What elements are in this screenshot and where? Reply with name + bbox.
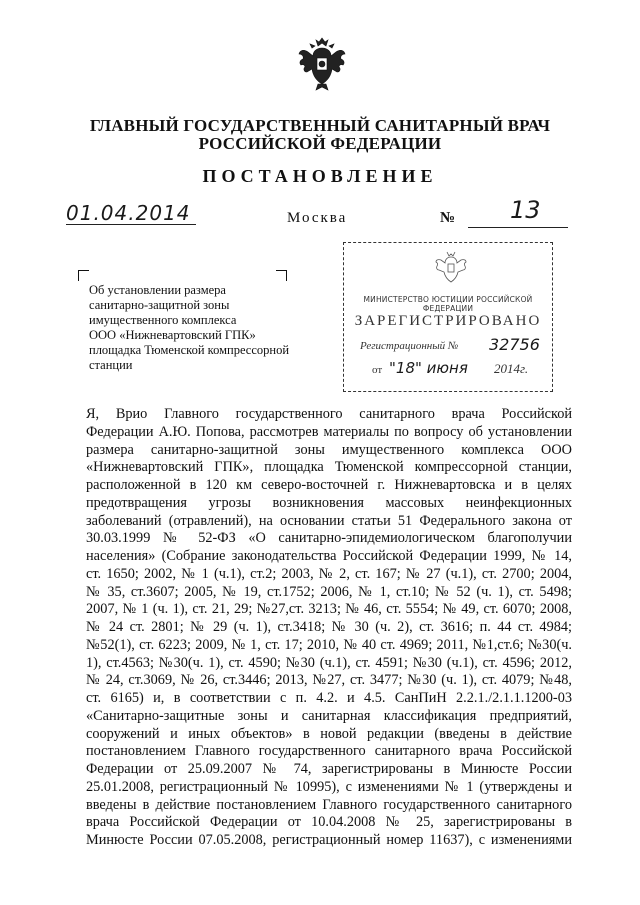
body-line: № 35, ст.3607; 2005, № 19, ст.1752; 2006, № 1, ст.10; № 52 (ч. 1), ст. 5498; (86, 583, 572, 600)
date-underline (66, 224, 196, 225)
body-line: предотвращения угрозы возникновения массовых неинфекционных (86, 494, 572, 511)
registration-stamp (343, 242, 553, 392)
number-underline (468, 227, 568, 228)
stamp-registered: ЗАРЕГИСТРИРОВАНО (354, 313, 542, 329)
handwritten-number: 13 (510, 196, 541, 224)
stamp-date-from: от (372, 364, 383, 376)
subject-line: Об установлении размера (89, 283, 226, 297)
body-line: № 24, ст.3069, № 26, ст.3446; 2013, №27, ст. 3477; №30 (ч. 1), ст. 4079; №48, (86, 672, 572, 689)
subject-block (89, 283, 299, 373)
body-line: 2007, № 1 (ч. 1), ст. 21, 29; №27,ст. 3213; № 46, ст. 5554; № 49, ст. 6070; 2008, (86, 601, 572, 618)
issuer-title-line2: РОССИЙСКОЙ ФЕДЕРАЦИИ (198, 134, 442, 153)
subject-line: станции (89, 358, 133, 372)
handwritten-date: 01.04.2014 (66, 201, 191, 225)
city: Москва (287, 210, 348, 226)
issuer-title-line1: ГЛАВНЫЙ ГОСУДАРСТВЕННЫЙ САНИТАРНЫЙ ВРАЧ (89, 116, 551, 135)
body-line: сооружений и иных объектов» в новой редакции (введены в действие (86, 725, 572, 742)
subject-line: ООО «Нижневартовский ГПК» (89, 328, 256, 342)
body-line: населения» (Собрание законодательства Российской Федерации 1999, № 14, (86, 548, 572, 564)
stamp-date-day: "18" (389, 359, 422, 377)
subject-line: санитарно-защитной зоны (89, 298, 230, 312)
coat-of-arms-emblem (296, 34, 348, 92)
body-line: «Санитарно-защитные зоны и санитарная классификация предприятий, (86, 707, 572, 724)
stamp-ministry: МИНИСТЕРСТВО ЮСТИЦИИ РОССИЙСКОЙ ФЕДЕРАЦИИ (363, 295, 533, 313)
stamp-reg-label: Регистрационный № (360, 340, 459, 352)
body-line: № 24 ст. 2801; № 29 (ч. 1), ст.3418; № 30 (ч. 2), ст. 3616; п. 44 ст. 4984; (86, 619, 572, 635)
body-line: 30.03.1999 № 52-ФЗ «О санитарно-эпидемиологическом благополучии (86, 530, 572, 547)
subject-corner-left (78, 270, 89, 281)
stamp-date-month: июня (426, 359, 468, 377)
body-line: размера санитарно-защитной зоны имущественного комплекса ООО (86, 441, 572, 458)
number-sign: № (440, 210, 456, 226)
stamp-date-year: 2014г. (494, 361, 529, 376)
body-line: «Нижневартовский ГПК», площадка Тюменской компрессорной станции, (86, 459, 572, 476)
body-line: 1), ст.4563; №30(ч. 1), ст. 4590; №30 (ч.1), ст. 4591; №30 (ч.1), ст. 4596; 2012, (86, 654, 572, 671)
document-type: ПОСТАНОВЛЕНИЕ (202, 166, 438, 186)
body-line: Я, Врио Главного государственного санитарного врача Российской (86, 406, 572, 422)
body-line: расположенной в 120 км северо-восточней г. Нижневартовска и в целях (86, 477, 572, 493)
body-line: №52(1), ст. 6223; 2009, № 1, ст. 17; 2010, № 40 ст. 4969; 2011, №1,ст.6; №30(ч. (86, 636, 572, 653)
subject-line: площадка Тюменской компрессорной (89, 343, 290, 357)
body-line: ст. 6165) и, в соответствии с п. 4.2. и 4.5. СанПиН 2.2.1./2.1.1.1200-03 (86, 690, 572, 706)
body-line: ст. 1650; 2002, № 1 (ч.1), ст.2; 2003, № 2, ст. 167; № 27 (ч.1), ст. 2700; 2004, (86, 565, 572, 582)
stamp-emblem-icon (434, 249, 468, 287)
body-line: Федерации А.Ю. Попова, рассмотрев материалы по вопросу об установлении (86, 423, 572, 440)
body-line: врача Российской Федерации от 10.04.2008 № 25, зарегистрированы в (86, 814, 572, 831)
body-line: Минюсте России 07.05.2008, регистрационный номер 11637), с изменениями (86, 832, 572, 848)
stamp-reg-number: 32756 (489, 335, 540, 354)
decree-body (86, 406, 572, 850)
body-line: 25.01.2008, регистрационный № 10995), с изменениями № 1 (утверждены и (86, 778, 572, 795)
body-line: введены в действие постановлением Главного государственного санитарного (86, 796, 572, 813)
body-line: Федерации от 25.09.2007 № 74, зарегистрированы в Минюсте России (86, 761, 572, 777)
body-line: заболеваний (отравлений), на основании статьи 51 Федерального закона от (86, 512, 572, 529)
subject-line: имущественного комплекса (89, 313, 237, 327)
stamp-date-day-month (389, 359, 468, 377)
subject-corner-right (276, 270, 287, 281)
body-line: постановлением Главного государственного санитарного врача Российской (86, 743, 572, 760)
